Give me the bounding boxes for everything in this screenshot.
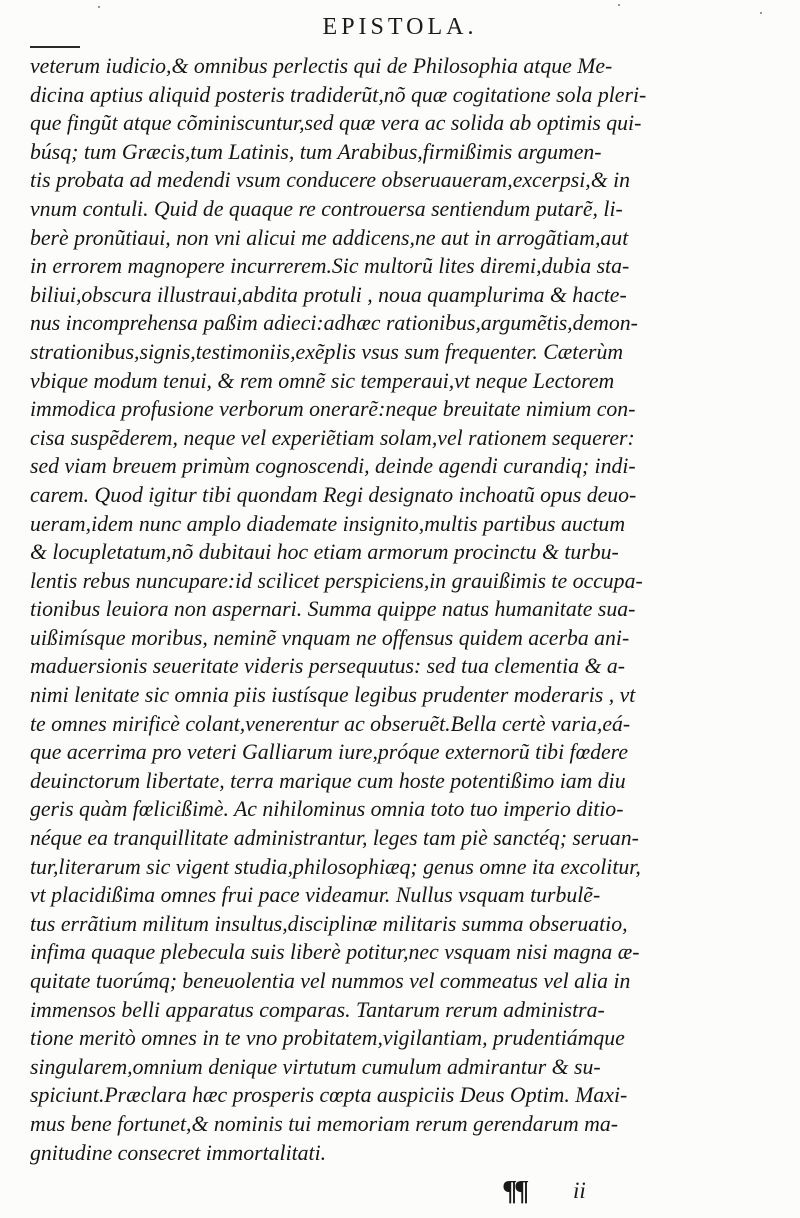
text-line: tionibus leuiora non aspernari. Summa quippe natus humanitate sua- [30, 596, 636, 622]
signature-mark: ¶¶ [503, 1176, 527, 1207]
folio-number: ii [573, 1178, 586, 1203]
text-line: carem. Quod igitur tibi quondam Regi designato inchoatũ opus deuo- [30, 481, 637, 507]
text-line: maduersionis seueritate videris persequutus: sed tua clementia & a- [30, 653, 625, 679]
text-line: & locupletatum,nõ dubitaui hoc etiam armorum procinctu & turbu- [30, 539, 619, 565]
text-line: nimi lenitate sic omnia piis iustísque legibus prudenter moderaris , vt [30, 682, 636, 708]
text-line: sed viam breuem primùm cognoscendi, deinde agendi curandiq; indi- [30, 453, 636, 479]
text-line: biliui,obscura illustraui,abdita protuli , noua quamplurima & hacte- [30, 281, 627, 307]
text-line: tus errãtium militum insultus,disciplinæ militaris summa obseruatio, [30, 910, 628, 936]
text-line: vbique modum tenui, & rem omnẽ sic temperaui,vt neque Lectorem [30, 367, 615, 393]
text-line: que fingũt atque cõminiscuntur,sed quæ vera ac solida ab optimis qui- [30, 110, 642, 136]
text-line: immodica profusione verborum onerarẽ:neque breuitate nimium con- [30, 396, 636, 422]
header-rule [30, 46, 80, 48]
text-line: néque ea tranquillitate administrantur, leges tam piè sanctéq; seruan- [30, 825, 639, 851]
text-line: strationibus,signis,testimoniis,exẽplis vsus sum frequenter. Cæterùm [30, 338, 624, 364]
text-line: deuinctorum libertate, terra marique cum hoste potentißimo iam diu [30, 767, 626, 793]
text-line: que acerrima pro veteri Galliarum iure,próque externorũ tibi fœdere [30, 739, 629, 765]
text-line: geris quàm fœlicißimè. Ac nihilominus omnia toto tuo imperio ditio- [30, 796, 624, 822]
ink-speck [760, 12, 762, 14]
text-line: vt placidißima omnes frui pace videamur. Nullus vsquam turbulẽ- [30, 882, 601, 908]
text-line: in errorem magnopere incurrerem.Sic multorũ lites diremi,dubia sta- [30, 253, 630, 279]
text-line: singularem,omnium denique virtutum cumulum admirantur & su- [30, 1053, 601, 1079]
ink-speck [98, 6, 100, 8]
text-line: ueram,idem nunc amplo diademate insignito,multis partibus auctum [30, 510, 626, 536]
text-line: mus bene fortunet,& nominis tui memoriam rerum gerendarum ma- [30, 1110, 618, 1136]
text-line: tione meritò omnes in te vno probitatem,vigilantiam, prudentiámque [30, 1025, 625, 1051]
epistle-text [30, 52, 798, 1167]
text-line: uißimísque moribus, neminẽ vnquam ne offensus quidem acerba ani- [30, 624, 630, 650]
text-line: dicina aptius aliquid posteris tradiderũt,nõ quæ cogitatione sola pleri- [30, 81, 647, 107]
text-line: nus incomprehensa paßim adieci:adhæc rationibus,argumẽtis,demon- [30, 310, 638, 336]
text-line: quitate tuorúmq; beneuolentia vel nummos vel commeatus vel alia in [30, 968, 631, 993]
text-line: tis probata ad medendi vsum conducere obseruaueram,excerpsi,& in [30, 167, 631, 193]
text-line: te omnes mirificè colant,venerentur ac obseruẽt.Bella certè varia,eá- [30, 710, 631, 736]
running-title: EPISTOLA. [322, 14, 478, 40]
text-line: infima quaque plebecula suis liberè potitur,nec vsquam nisi magna æ- [30, 939, 640, 965]
text-line: berè pronũtiaui, non vni alicui me addicens,ne aut in arrogãtiam,aut [30, 224, 629, 250]
text-line: gnitudine consecret immortalitati. [30, 1139, 327, 1165]
text-line: vnum contuli. Quid de quaque re controuersa sentiendum putarẽ, li- [30, 195, 623, 221]
text-line: spiciunt.Præclara hæc prosperis cœpta auspiciis Deus Optim. Maxi- [30, 1082, 628, 1108]
text-line: lentis rebus nuncupare:id scilicet perspiciens,in grauißimis te occupa- [30, 567, 643, 593]
text-line: búsq; tum Græcis,tum Latinis, tum Arabibus,firmißimis argumen- [30, 138, 602, 164]
ink-speck [618, 4, 620, 6]
text-line: cisa suspẽderem, neque vel experiẽtiam solam,vel rationem sequerer: [30, 424, 635, 450]
page-footer [0, 1176, 800, 1207]
text-line: tur,literarum sic vigent studia,philosophiæq; genus omne ita excolitur, [30, 853, 641, 879]
text-line: immensos belli apparatus comparas. Tantarum rerum administra- [30, 996, 605, 1022]
text-line: veterum iudicio,& omnibus perlectis qui de Philosophia atque Me- [30, 53, 613, 78]
